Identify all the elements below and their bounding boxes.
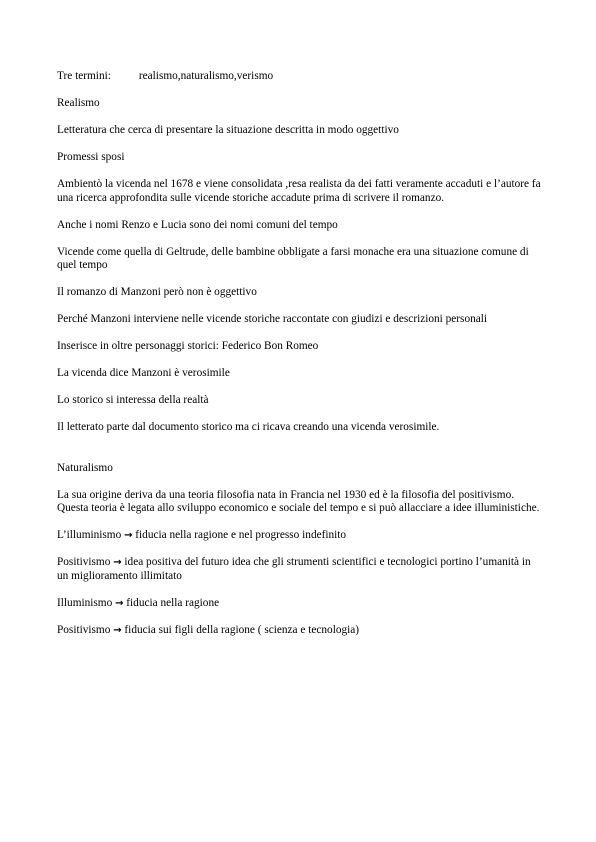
paragraph: La vicenda dice Manzoni è verosimile (57, 367, 230, 379)
arrow-line-left: Positivismo (57, 623, 111, 636)
paragraph: Il letterato parte dal documento storico ma ci ricava creando una vicenda verosimile. (57, 421, 440, 433)
arrow-line-left: Illuminismo (57, 596, 113, 609)
document-body (57, 70, 542, 651)
arrow-line-right: fiducia nella ragione (126, 596, 220, 609)
right-arrow-icon: → (113, 624, 122, 636)
paragraph: Inserisce in oltre personaggi storici: Federico Bon Romeo (57, 340, 319, 352)
title-label: Tre termini: (57, 70, 111, 82)
paragraph: Anche i nomi Renzo e Lucia sono dei nomi comuni del tempo (57, 218, 338, 231)
paragraph: Vicende come quella di Geltrude, delle bambine obbligate a farsi monache era una situazione comune di quel tempo (57, 245, 529, 271)
arrow-line-left: Positivismo (57, 556, 111, 568)
arrow-line-right: fiducia nella ragione e nel progresso indefinito (135, 529, 347, 541)
arrow-line (57, 624, 542, 638)
arrow-line (57, 529, 542, 543)
arrow-line (57, 597, 542, 611)
arrow-line-right: idea positiva del futuro idea che gli strumenti scientifici e tecnologici portino l’umanità in un miglioramento illimitato (57, 556, 531, 582)
right-arrow-icon: → (113, 557, 122, 568)
paragraph: Perché Manzoni interviene nelle vicende storiche raccontate con giudizi e descrizioni personali (57, 313, 488, 325)
paragraph: Promessi sposi (57, 151, 125, 163)
right-arrow-icon: → (124, 530, 133, 541)
blank-line (57, 448, 542, 462)
paragraph: Lo storico si interessa della realtà (57, 394, 209, 406)
paragraph: La sua origine deriva da una teoria filosofia nata in Francia nel 1930 ed è la filosofia del positivismo. Questa teoria è legata allo sviluppo economico e sociale del tempo e si può allacciare a idee illuministiche. (57, 488, 540, 514)
document-title (57, 70, 542, 84)
arrow-line-right: fiducia sui figli della ragione ( scienza e tecnologia) (124, 623, 360, 636)
arrow-line (57, 556, 542, 583)
right-arrow-icon: → (115, 597, 124, 609)
section-heading-naturalismo: Naturalismo (57, 461, 113, 474)
paragraph: Ambientò la vicenda nel 1678 e viene consolidata ,resa realista da dei fatti veramente accaduti e l’autore fa una ricerca approfondita sulle vicende storiche accadute prima di scrivere il romanzo. (57, 178, 541, 204)
arrow-line-left: L’illuminismo (57, 529, 122, 541)
title-terms: realismo,naturalismo,verismo (138, 70, 274, 82)
section-heading-realismo: Realismo (57, 97, 100, 109)
paragraph: Letteratura che cerca di presentare la situazione descritta in modo oggettivo (57, 124, 399, 136)
paragraph: Il romanzo di Manzoni però non è oggettivo (57, 286, 257, 298)
